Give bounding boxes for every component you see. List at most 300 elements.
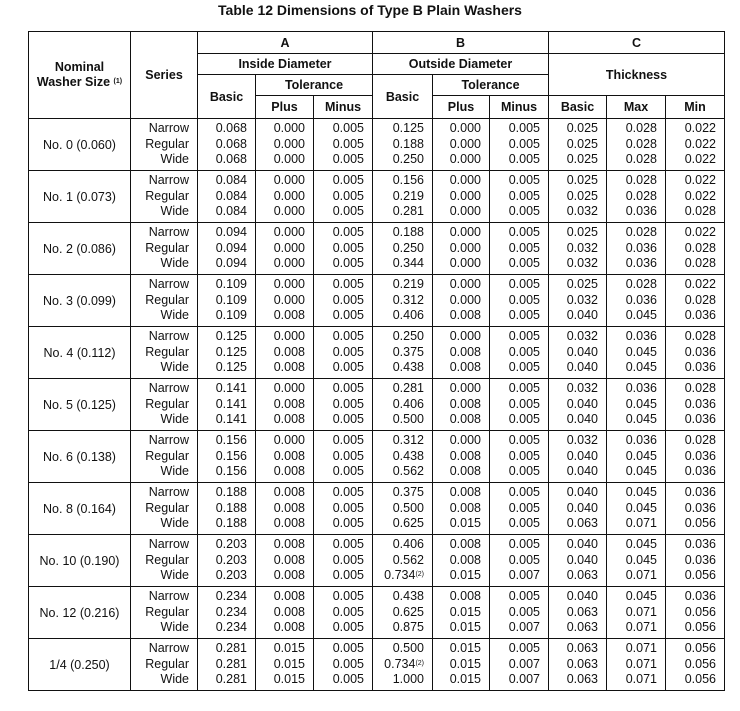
outside-diameter-minus-value: 0.007 <box>508 656 540 671</box>
thickness-max-cell <box>607 483 666 535</box>
outside-diameter-plus-value: 0.000 <box>449 256 481 271</box>
series-cell <box>131 119 198 171</box>
table-row <box>29 171 725 223</box>
thickness-basic-value: 0.032 <box>566 240 598 255</box>
nominal-size-cell: No. 12 (0.216) <box>29 587 131 639</box>
inside-diameter-minus-value: 0.005 <box>332 604 364 619</box>
header-group-b: B <box>373 32 549 54</box>
outside-diameter-minus-cell <box>490 119 549 171</box>
inside-diameter-plus-cell <box>256 483 314 535</box>
thickness-min-value: 0.028 <box>684 256 716 271</box>
inside-diameter-plus-value: 0.008 <box>273 516 305 531</box>
outside-diameter-minus-value: 0.005 <box>508 256 540 271</box>
thickness-basic-value: 0.063 <box>566 568 598 583</box>
inside-diameter-minus-value: 0.005 <box>332 152 364 167</box>
thickness-min-cell <box>666 587 725 639</box>
thickness-max-cell <box>607 223 666 275</box>
thickness-min-value: 0.056 <box>684 641 716 656</box>
header-id-tolerance: Tolerance <box>256 75 373 96</box>
outside-diameter-plus-cell <box>433 639 490 691</box>
series-label: Regular <box>145 240 189 255</box>
inside-diameter-minus-value: 0.005 <box>332 448 364 463</box>
thickness-min-value: 0.036 <box>684 360 716 375</box>
inside-diameter-minus-value: 0.005 <box>332 433 364 448</box>
outside-diameter-plus-value: 0.008 <box>449 344 481 359</box>
outside-diameter-minus-value: 0.005 <box>508 516 540 531</box>
header-thickness-min: Min <box>666 96 725 119</box>
thickness-max-value: 0.071 <box>625 656 657 671</box>
outside-diameter-minus-value: 0.005 <box>508 344 540 359</box>
inside-diameter-basic-value: 0.094 <box>215 225 247 240</box>
inside-diameter-plus-value: 0.008 <box>273 344 305 359</box>
outside-diameter-plus-cell <box>433 327 490 379</box>
inside-diameter-basic-value: 0.141 <box>215 381 247 396</box>
outside-diameter-minus-value: 0.005 <box>508 240 540 255</box>
series-label: Regular <box>145 188 189 203</box>
outside-diameter-plus-cell <box>433 379 490 431</box>
inside-diameter-basic-value: 0.141 <box>215 396 247 411</box>
thickness-min-value: 0.022 <box>684 188 716 203</box>
outside-diameter-basic-value: 0.500 <box>392 500 424 515</box>
thickness-max-cell <box>607 171 666 223</box>
inside-diameter-plus-value: 0.008 <box>273 537 305 552</box>
outside-diameter-plus-value: 0.015 <box>449 641 481 656</box>
table-row <box>29 431 725 483</box>
thickness-basic-value: 0.025 <box>566 225 598 240</box>
outside-diameter-basic-value: 0.438 <box>392 448 424 463</box>
outside-diameter-basic-value: 0.406 <box>392 396 424 411</box>
series-label: Narrow <box>148 381 189 396</box>
outside-diameter-basic-value: 0.250 <box>392 240 424 255</box>
outside-diameter-basic-value: 0.562 <box>392 552 424 567</box>
inside-diameter-plus-value: 0.000 <box>273 173 305 188</box>
inside-diameter-basic-value: 0.188 <box>215 500 247 515</box>
table-row <box>29 483 725 535</box>
inside-diameter-minus-value: 0.005 <box>332 308 364 323</box>
inside-diameter-basic-cell <box>198 535 256 587</box>
inside-diameter-plus-cell <box>256 223 314 275</box>
outside-diameter-minus-cell <box>490 431 549 483</box>
thickness-min-cell <box>666 119 725 171</box>
outside-diameter-minus-cell <box>490 483 549 535</box>
thickness-max-value: 0.045 <box>625 464 657 479</box>
thickness-max-value: 0.045 <box>625 396 657 411</box>
table-row <box>29 587 725 639</box>
outside-diameter-minus-value: 0.005 <box>508 188 540 203</box>
inside-diameter-plus-value: 0.015 <box>273 656 305 671</box>
thickness-min-value: 0.056 <box>684 620 716 635</box>
nominal-size-cell: No. 0 (0.060) <box>29 119 131 171</box>
outside-diameter-minus-value: 0.007 <box>508 672 540 687</box>
outside-diameter-minus-value: 0.005 <box>508 136 540 151</box>
thickness-basic-value: 0.032 <box>566 329 598 344</box>
inside-diameter-minus-cell <box>314 119 373 171</box>
outside-diameter-plus-value: 0.008 <box>449 485 481 500</box>
inside-diameter-plus-value: 0.008 <box>273 568 305 583</box>
thickness-min-value: 0.056 <box>684 568 716 583</box>
outside-diameter-basic-cell <box>373 171 433 223</box>
outside-diameter-minus-value: 0.005 <box>508 396 540 411</box>
outside-diameter-basic-value: 0.219 <box>392 277 424 292</box>
series-label: Wide <box>160 464 189 479</box>
series-label: Narrow <box>148 277 189 292</box>
outside-diameter-basic-value: 0.734 <box>384 656 416 671</box>
thickness-min-value: 0.036 <box>684 448 716 463</box>
series-cell <box>131 379 198 431</box>
inside-diameter-basic-value: 0.109 <box>215 308 247 323</box>
inside-diameter-basic-value: 0.234 <box>215 589 247 604</box>
outside-diameter-minus-value: 0.005 <box>508 464 540 479</box>
inside-diameter-minus-value: 0.005 <box>332 500 364 515</box>
nominal-size-cell: No. 10 (0.190) <box>29 535 131 587</box>
thickness-basic-value: 0.040 <box>566 308 598 323</box>
series-label: Regular <box>145 136 189 151</box>
thickness-max-value: 0.045 <box>625 552 657 567</box>
inside-diameter-minus-value: 0.005 <box>332 204 364 219</box>
thickness-min-value: 0.028 <box>684 292 716 307</box>
thickness-max-value: 0.045 <box>625 537 657 552</box>
outside-diameter-minus-value: 0.005 <box>508 173 540 188</box>
outside-diameter-minus-value: 0.005 <box>508 537 540 552</box>
thickness-max-value: 0.028 <box>625 188 657 203</box>
thickness-max-value: 0.045 <box>625 344 657 359</box>
outside-diameter-basic-value: 0.406 <box>392 308 424 323</box>
inside-diameter-minus-value: 0.005 <box>332 485 364 500</box>
inside-diameter-plus-value: 0.008 <box>273 464 305 479</box>
outside-diameter-plus-value: 0.008 <box>449 537 481 552</box>
inside-diameter-minus-value: 0.005 <box>332 589 364 604</box>
inside-diameter-basic-value: 0.156 <box>215 448 247 463</box>
inside-diameter-basic-value: 0.188 <box>215 516 247 531</box>
thickness-min-value: 0.056 <box>684 516 716 531</box>
thickness-basic-value: 0.032 <box>566 433 598 448</box>
thickness-max-value: 0.028 <box>625 173 657 188</box>
outside-diameter-minus-value: 0.005 <box>508 433 540 448</box>
thickness-max-value: 0.045 <box>625 412 657 427</box>
outside-diameter-plus-value: 0.000 <box>449 136 481 151</box>
inside-diameter-minus-cell <box>314 483 373 535</box>
thickness-max-value: 0.045 <box>625 308 657 323</box>
header-id-plus: Plus <box>256 96 314 119</box>
table-row <box>29 639 725 691</box>
thickness-basic-value: 0.025 <box>566 136 598 151</box>
outside-diameter-minus-value: 0.005 <box>508 152 540 167</box>
outside-diameter-plus-value: 0.000 <box>449 152 481 167</box>
thickness-min-value: 0.028 <box>684 381 716 396</box>
inside-diameter-basic-value: 0.203 <box>215 552 247 567</box>
inside-diameter-minus-cell <box>314 327 373 379</box>
outside-diameter-basic-value: 0.734 <box>384 568 416 583</box>
thickness-basic-value: 0.040 <box>566 589 598 604</box>
thickness-min-value: 0.022 <box>684 136 716 151</box>
series-label: Wide <box>160 568 189 583</box>
thickness-basic-cell <box>549 119 607 171</box>
thickness-min-cell <box>666 171 725 223</box>
thickness-basic-value: 0.025 <box>566 173 598 188</box>
thickness-basic-value: 0.025 <box>566 152 598 167</box>
series-label: Regular <box>145 656 189 671</box>
table-row <box>29 223 725 275</box>
table-row <box>29 119 725 171</box>
outside-diameter-minus-value: 0.005 <box>508 225 540 240</box>
outside-diameter-minus-value: 0.005 <box>508 448 540 463</box>
thickness-max-cell <box>607 379 666 431</box>
inside-diameter-basic-cell <box>198 171 256 223</box>
thickness-max-value: 0.028 <box>625 121 657 136</box>
inside-diameter-basic-cell <box>198 327 256 379</box>
outside-diameter-plus-value: 0.008 <box>449 464 481 479</box>
header-inside-diameter: Inside Diameter <box>198 54 373 75</box>
thickness-basic-value: 0.063 <box>566 672 598 687</box>
outside-diameter-basic-value: 0.312 <box>392 433 424 448</box>
thickness-max-cell <box>607 535 666 587</box>
series-label: Wide <box>160 360 189 375</box>
thickness-basic-value: 0.040 <box>566 552 598 567</box>
header-nominal-line2: Washer Size <box>36 75 111 89</box>
outside-diameter-plus-value: 0.000 <box>449 240 481 255</box>
outside-diameter-plus-cell <box>433 535 490 587</box>
header-group-a: A <box>198 32 373 54</box>
thickness-min-value: 0.022 <box>684 121 716 136</box>
outside-diameter-plus-cell <box>433 119 490 171</box>
inside-diameter-plus-value: 0.000 <box>273 240 305 255</box>
inside-diameter-plus-value: 0.015 <box>273 641 305 656</box>
outside-diameter-minus-value: 0.005 <box>508 485 540 500</box>
inside-diameter-basic-cell <box>198 639 256 691</box>
series-label: Narrow <box>148 641 189 656</box>
thickness-max-value: 0.028 <box>625 225 657 240</box>
header-od-basic: Basic <box>373 75 433 119</box>
thickness-max-value: 0.045 <box>625 360 657 375</box>
thickness-basic-value: 0.063 <box>566 620 598 635</box>
inside-diameter-minus-value: 0.005 <box>332 360 364 375</box>
outside-diameter-plus-value: 0.008 <box>449 360 481 375</box>
series-label: Wide <box>160 204 189 219</box>
thickness-basic-value: 0.040 <box>566 537 598 552</box>
header-od-minus: Minus <box>490 96 549 119</box>
thickness-max-value: 0.036 <box>625 433 657 448</box>
thickness-basic-value: 0.040 <box>566 485 598 500</box>
inside-diameter-plus-cell <box>256 171 314 223</box>
inside-diameter-plus-cell <box>256 379 314 431</box>
inside-diameter-minus-value: 0.005 <box>332 641 364 656</box>
thickness-basic-value: 0.063 <box>566 516 598 531</box>
outside-diameter-plus-cell <box>433 275 490 327</box>
inside-diameter-minus-cell <box>314 379 373 431</box>
series-cell <box>131 639 198 691</box>
inside-diameter-plus-value: 0.008 <box>273 500 305 515</box>
outside-diameter-basic-value: 0.406 <box>392 537 424 552</box>
outside-diameter-plus-value: 0.008 <box>449 396 481 411</box>
outside-diameter-basic-value: 0.188 <box>392 225 424 240</box>
header-outside-diameter: Outside Diameter <box>373 54 549 75</box>
inside-diameter-basic-cell <box>198 275 256 327</box>
series-label: Narrow <box>148 225 189 240</box>
outside-diameter-basic-value: 0.375 <box>392 344 424 359</box>
table-row <box>29 327 725 379</box>
series-label: Regular <box>145 292 189 307</box>
thickness-max-value: 0.071 <box>625 568 657 583</box>
inside-diameter-plus-value: 0.000 <box>273 329 305 344</box>
thickness-basic-value: 0.032 <box>566 256 598 271</box>
outside-diameter-minus-cell <box>490 587 549 639</box>
thickness-min-value: 0.036 <box>684 344 716 359</box>
thickness-max-value: 0.036 <box>625 204 657 219</box>
thickness-min-value: 0.022 <box>684 277 716 292</box>
inside-diameter-plus-value: 0.000 <box>273 277 305 292</box>
outside-diameter-minus-cell <box>490 639 549 691</box>
outside-diameter-minus-cell <box>490 171 549 223</box>
outside-diameter-basic-cell <box>373 327 433 379</box>
inside-diameter-plus-cell <box>256 119 314 171</box>
series-label: Regular <box>145 500 189 515</box>
outside-diameter-plus-value: 0.008 <box>449 412 481 427</box>
inside-diameter-basic-value: 0.234 <box>215 604 247 619</box>
outside-diameter-minus-cell <box>490 223 549 275</box>
series-label: Wide <box>160 256 189 271</box>
outside-diameter-basic-cell <box>373 483 433 535</box>
outside-diameter-minus-value: 0.005 <box>508 204 540 219</box>
thickness-max-value: 0.028 <box>625 136 657 151</box>
inside-diameter-minus-value: 0.005 <box>332 225 364 240</box>
inside-diameter-minus-value: 0.005 <box>332 620 364 635</box>
outside-diameter-basic-cell <box>373 119 433 171</box>
inside-diameter-basic-value: 0.084 <box>215 173 247 188</box>
inside-diameter-minus-value: 0.005 <box>332 329 364 344</box>
inside-diameter-plus-cell <box>256 275 314 327</box>
thickness-min-value: 0.036 <box>684 464 716 479</box>
inside-diameter-plus-value: 0.000 <box>273 136 305 151</box>
footnote-marker-2: (2) <box>415 571 424 579</box>
thickness-max-value: 0.071 <box>625 604 657 619</box>
outside-diameter-minus-value: 0.005 <box>508 589 540 604</box>
table-row <box>29 275 725 327</box>
thickness-max-value: 0.036 <box>625 292 657 307</box>
outside-diameter-plus-value: 0.015 <box>449 568 481 583</box>
thickness-min-value: 0.036 <box>684 396 716 411</box>
inside-diameter-minus-value: 0.005 <box>332 381 364 396</box>
thickness-max-value: 0.045 <box>625 448 657 463</box>
thickness-basic-value: 0.025 <box>566 121 598 136</box>
inside-diameter-plus-cell <box>256 535 314 587</box>
outside-diameter-plus-value: 0.000 <box>449 121 481 136</box>
outside-diameter-plus-value: 0.008 <box>449 308 481 323</box>
thickness-max-value: 0.071 <box>625 516 657 531</box>
outside-diameter-plus-value: 0.000 <box>449 173 481 188</box>
inside-diameter-plus-value: 0.000 <box>273 121 305 136</box>
thickness-basic-cell <box>549 327 607 379</box>
outside-diameter-minus-value: 0.005 <box>508 292 540 307</box>
thickness-max-cell <box>607 275 666 327</box>
outside-diameter-plus-value: 0.008 <box>449 500 481 515</box>
inside-diameter-minus-value: 0.005 <box>332 173 364 188</box>
inside-diameter-minus-cell <box>314 535 373 587</box>
thickness-max-value: 0.071 <box>625 672 657 687</box>
inside-diameter-minus-value: 0.005 <box>332 568 364 583</box>
thickness-min-value: 0.036 <box>684 589 716 604</box>
outside-diameter-basic-value: 0.156 <box>392 173 424 188</box>
outside-diameter-plus-cell <box>433 587 490 639</box>
outside-diameter-basic-value: 1.000 <box>392 672 424 687</box>
inside-diameter-basic-value: 0.094 <box>215 256 247 271</box>
series-label: Narrow <box>148 173 189 188</box>
outside-diameter-basic-value: 0.281 <box>392 204 424 219</box>
outside-diameter-minus-cell <box>490 275 549 327</box>
thickness-min-value: 0.036 <box>684 500 716 515</box>
thickness-max-value: 0.036 <box>625 240 657 255</box>
outside-diameter-basic-value: 0.188 <box>392 136 424 151</box>
series-label: Regular <box>145 552 189 567</box>
inside-diameter-basic-value: 0.203 <box>215 568 247 583</box>
inside-diameter-minus-value: 0.005 <box>332 537 364 552</box>
outside-diameter-plus-value: 0.008 <box>449 448 481 463</box>
outside-diameter-minus-value: 0.005 <box>508 604 540 619</box>
outside-diameter-plus-value: 0.015 <box>449 516 481 531</box>
inside-diameter-minus-value: 0.005 <box>332 516 364 531</box>
thickness-basic-value: 0.040 <box>566 500 598 515</box>
outside-diameter-plus-value: 0.000 <box>449 204 481 219</box>
outside-diameter-minus-cell <box>490 379 549 431</box>
outside-diameter-basic-value: 0.125 <box>392 121 424 136</box>
thickness-min-value: 0.028 <box>684 240 716 255</box>
inside-diameter-minus-cell <box>314 587 373 639</box>
thickness-min-value: 0.056 <box>684 604 716 619</box>
outside-diameter-minus-cell <box>490 535 549 587</box>
inside-diameter-basic-cell <box>198 587 256 639</box>
thickness-max-value: 0.028 <box>625 152 657 167</box>
outside-diameter-plus-cell <box>433 223 490 275</box>
inside-diameter-basic-cell <box>198 483 256 535</box>
series-label: Narrow <box>148 537 189 552</box>
thickness-max-cell <box>607 119 666 171</box>
thickness-min-value: 0.056 <box>684 656 716 671</box>
outside-diameter-basic-value: 0.625 <box>392 516 424 531</box>
table-header <box>29 32 725 119</box>
inside-diameter-plus-value: 0.000 <box>273 188 305 203</box>
thickness-basic-value: 0.040 <box>566 464 598 479</box>
inside-diameter-minus-value: 0.005 <box>332 136 364 151</box>
inside-diameter-plus-cell <box>256 587 314 639</box>
thickness-basic-cell <box>549 379 607 431</box>
inside-diameter-minus-value: 0.005 <box>332 552 364 567</box>
series-label: Wide <box>160 516 189 531</box>
outside-diameter-minus-value: 0.005 <box>508 500 540 515</box>
thickness-basic-value: 0.032 <box>566 204 598 219</box>
outside-diameter-basic-value: 0.281 <box>392 381 424 396</box>
series-label: Wide <box>160 152 189 167</box>
washer-dimensions-table <box>28 31 725 691</box>
outside-diameter-basic-value: 0.875 <box>392 620 424 635</box>
thickness-min-value: 0.036 <box>684 308 716 323</box>
thickness-basic-value: 0.032 <box>566 292 598 307</box>
inside-diameter-basic-value: 0.109 <box>215 277 247 292</box>
outside-diameter-minus-value: 0.005 <box>508 360 540 375</box>
inside-diameter-basic-value: 0.094 <box>215 240 247 255</box>
outside-diameter-basic-cell <box>373 431 433 483</box>
table-row <box>29 535 725 587</box>
outside-diameter-plus-value: 0.000 <box>449 277 481 292</box>
inside-diameter-basic-value: 0.084 <box>215 188 247 203</box>
inside-diameter-plus-value: 0.008 <box>273 620 305 635</box>
inside-diameter-minus-value: 0.005 <box>332 412 364 427</box>
inside-diameter-basic-cell <box>198 119 256 171</box>
nominal-size-cell: 1/4 (0.250) <box>29 639 131 691</box>
inside-diameter-plus-cell <box>256 639 314 691</box>
inside-diameter-minus-value: 0.005 <box>332 121 364 136</box>
inside-diameter-basic-value: 0.109 <box>215 292 247 307</box>
thickness-max-value: 0.045 <box>625 485 657 500</box>
table-body <box>29 119 725 691</box>
